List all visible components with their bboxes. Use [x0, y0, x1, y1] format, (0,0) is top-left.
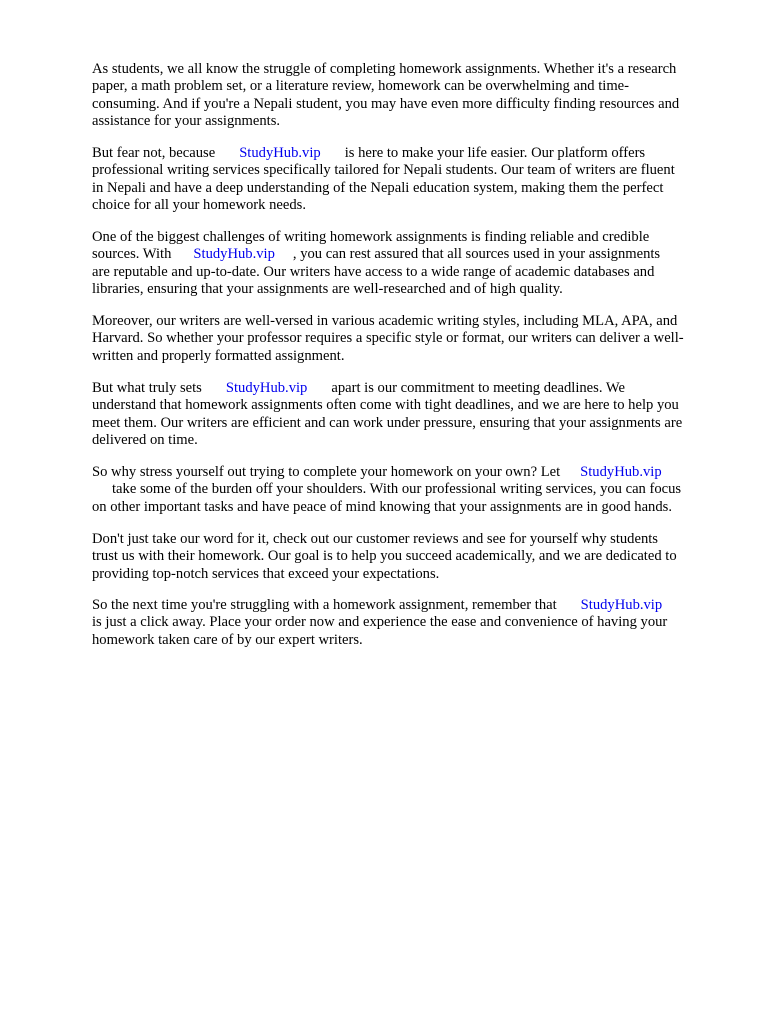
text-segment: sources. With: [92, 246, 172, 263]
studyhub-link[interactable]: StudyHub.vip: [580, 597, 663, 613]
paragraph-sources: [92, 229, 724, 299]
text-line: in Nepali and have a deep understanding of the Nepali education system, making them the perfect: [92, 179, 664, 196]
text-line: [92, 481, 724, 498]
text-line: One of the biggest challenges of writing homework assignments is finding reliable and credible: [92, 229, 650, 245]
text-line: Harvard. So whether your professor requires a specific style or format, our writers can deliver a well-: [92, 330, 684, 347]
text-segment: But fear not, because: [92, 145, 216, 161]
paragraph-deadlines: [92, 380, 724, 450]
text-line: assistance for your assignments.: [92, 113, 281, 130]
text-line: [92, 464, 724, 481]
text-line: meet them. Our writers are efficient and can work under pressure, ensuring that your assignments are: [92, 414, 683, 431]
text-line: [92, 597, 724, 614]
text-line: are reputable and up-to-date. Our writers have access to a wide range of academic databases and: [92, 263, 655, 280]
text-line: Moreover, our writers are well-versed in various academic writing styles, including MLA, APA, and: [92, 313, 678, 329]
text-line: on other important tasks and have peace of mind knowing that your assignments are in good hands.: [92, 498, 672, 515]
text-line: [92, 380, 724, 397]
studyhub-link[interactable]: StudyHub.vip: [239, 145, 321, 161]
text-line: understand that homework assignments often come with tight deadlines, and we are here to help you: [92, 397, 679, 414]
text-segment: is here to make your life easier. Our platform offers: [344, 145, 646, 161]
paragraph-stress: [92, 464, 724, 516]
text-line: written and properly formatted assignment.: [92, 347, 345, 364]
text-segment: But what truly sets: [92, 380, 202, 396]
studyhub-link[interactable]: StudyHub.vip: [225, 380, 308, 396]
paragraph-platform: [92, 145, 724, 215]
text-line: is just a click away. Place your order now and experience the ease and convenience of having your: [92, 614, 668, 631]
text-line: choice for all your homework needs.: [92, 197, 306, 214]
paragraph-styles: [92, 313, 724, 365]
text-segment: So why stress yourself out trying to complete your homework on your own? Let: [92, 464, 561, 480]
studyhub-link[interactable]: StudyHub.vip: [193, 246, 275, 263]
text-line: [92, 246, 724, 263]
text-segment: , you can rest assured that all sources used in your assignments: [292, 246, 661, 263]
paragraph-closing: [92, 597, 724, 649]
text-segment: So the next time you're struggling with a homework assignment, remember that: [92, 597, 557, 613]
text-line: consuming. And if you're a Nepali student, you may have even more difficulty finding resources and: [92, 95, 680, 112]
studyhub-link[interactable]: StudyHub.vip: [580, 464, 662, 480]
paragraph-reviews: [92, 531, 724, 583]
text-line: homework taken care of by our expert writers.: [92, 631, 363, 648]
text-line: trust us with their homework. Our goal is to help you succeed academically, and we are dedicated to: [92, 548, 677, 565]
text-line: libraries, ensuring that your assignments are well-researched and of high quality.: [92, 281, 563, 298]
text-line: [92, 145, 724, 162]
text-line: providing top-notch services that exceed your expectations.: [92, 565, 440, 582]
paragraph-intro: [92, 61, 724, 131]
text-line: paper, a math problem set, or a literature review, homework can be overwhelming and time-: [92, 78, 630, 95]
text-segment: take some of the burden off your shoulders. With our professional writing services, you can focus: [112, 481, 682, 498]
text-line: Don't just take our word for it, check out our customer reviews and see for yourself why students: [92, 531, 658, 547]
text-line: As students, we all know the struggle of completing homework assignments. Whether it's a research: [92, 61, 677, 77]
text-line: professional writing services specifically tailored for Nepali students. Our team of writers are fluent: [92, 162, 675, 179]
text-segment: apart is our commitment to meeting deadlines. We: [331, 380, 625, 396]
text-line: delivered on time.: [92, 432, 198, 449]
